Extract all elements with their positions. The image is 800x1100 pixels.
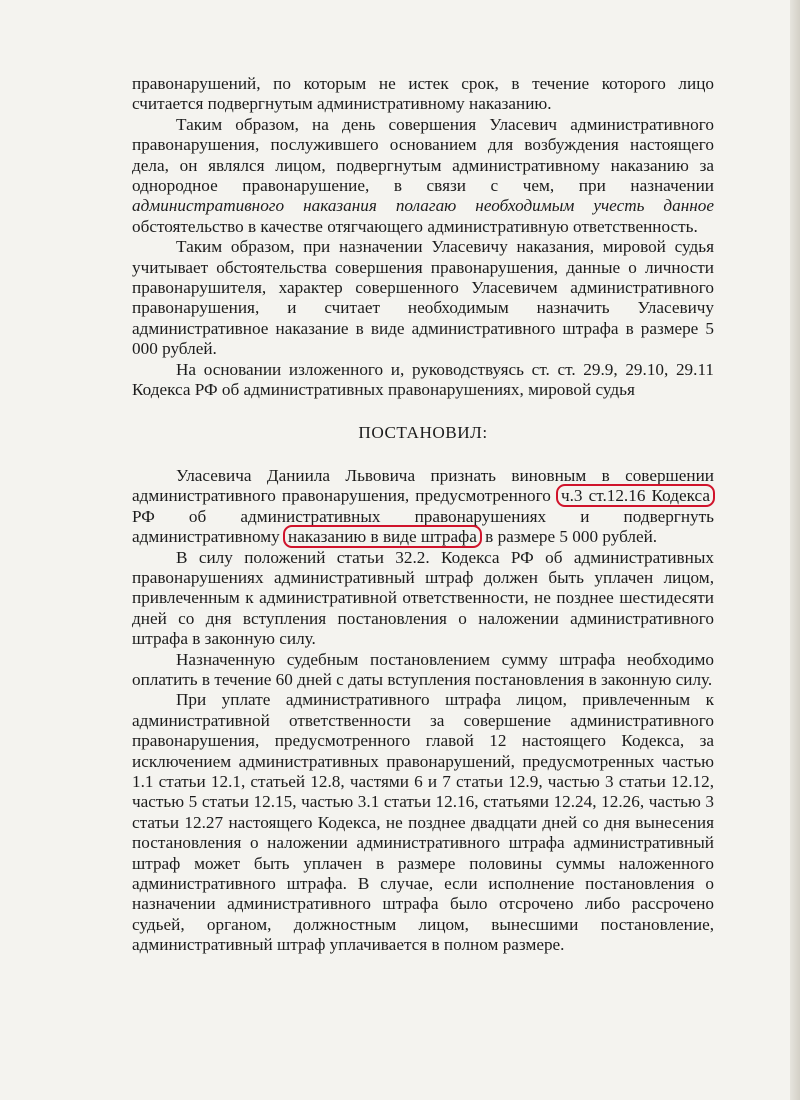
paragraph-2-text-c: обстоятельство в качестве отягчающего административную ответственность. bbox=[132, 216, 698, 236]
paragraph-5-text-a: Уласевича Даниила Львовича признать виновным в совершении административного правонарушения, предусмотренного bbox=[132, 465, 714, 506]
paragraph-2-text-a: Таким образом, на день совершения Уласевич административного правонарушения, послужившего основанием для возбуждения настоящего дела, он являлся лицом, подвергнутым административному наказанию за однородное правонарушение, в связи с чем, при назначении bbox=[132, 114, 714, 196]
paragraph-8: При уплате административного штрафа лицом, привлеченным к административной ответственности за совершение административного правонарушения, предусмотренного главой 12 настоящего Кодекса, за исключением административных правонарушений, предусмотренных частью 1.1 статьи 12.1, статьей 12.8, частями 6 и 7 статьи 12.9, частью 3 статьи 12.12, частью 5 статьи 12.15, частью 3.1 статьи 12.16, статьями 12.24, 12.26, частью 3 статьи 12.27 настоящего Кодекса, не позднее двадцати дней со дня вынесения постановления о наложении административного штрафа административный штраф может быть уплачен в размере половины суммы наложенного административного штрафа. В случае, если исполнение постановления о назначении административного штрафа было отсрочено либо рассрочено судьей, органом, должностным лицом, вынесшими постановление, административный штраф уплачивается в полном размере. bbox=[132, 690, 714, 955]
paragraph-7: Назначенную судебным постановлением сумму штрафа необходимо оплатить в течение 60 дней с даты вступления постановления в законную силу. bbox=[132, 649, 714, 689]
paragraph-1: правонарушений, по которым не истек срок, в течение которого лицо считается подвергнутым административному наказанию. bbox=[132, 74, 714, 114]
paragraph-5-text-e: в размере 5 000 рублей. bbox=[480, 527, 658, 547]
paragraph-6: В силу положений статьи 32.2. Кодекса РФ об административных правонарушениях административный штраф должен быть уплачен лицом, привлеченным к административной ответственности, не позднее шестидесяти дней со дня вступления постановления о наложении административного штрафа в законную силу. bbox=[132, 547, 714, 649]
paragraph-2-struck-text: административного наказания полагаю необходимым учесть данное bbox=[132, 196, 714, 216]
page-edge-shadow bbox=[790, 0, 800, 1100]
paragraph-5 bbox=[132, 466, 714, 548]
paragraph-3: Таким образом, при назначении Уласевичу наказания, мировой судья учитывает обстоятельства совершения правонарушения, данные о личности правонарушителя, характер совершенного Уласевичем административного правонарушения, и считает необходимым назначить Уласевичу административное наказание в виде административного штрафа в размере 5 000 рублей. bbox=[132, 237, 714, 359]
ruling-heading: ПОСТАНОВИЛ: bbox=[358, 422, 488, 442]
paragraph-5-text-c: РФ об административных правонарушениях и подвергнуть административному bbox=[132, 506, 714, 547]
circled-article-reference: ч.3 ст.12.16 Кодекса bbox=[556, 484, 715, 507]
circled-penalty-type: наказанию в виде штрафа bbox=[283, 525, 482, 548]
paragraph-2 bbox=[132, 115, 714, 237]
paragraph-4: На основании изложенного и, руководствуясь ст. ст. 29.9, 29.10, 29.11 Кодекса РФ об административных правонарушениях, мировой судья bbox=[132, 359, 714, 400]
document-body bbox=[132, 74, 714, 956]
